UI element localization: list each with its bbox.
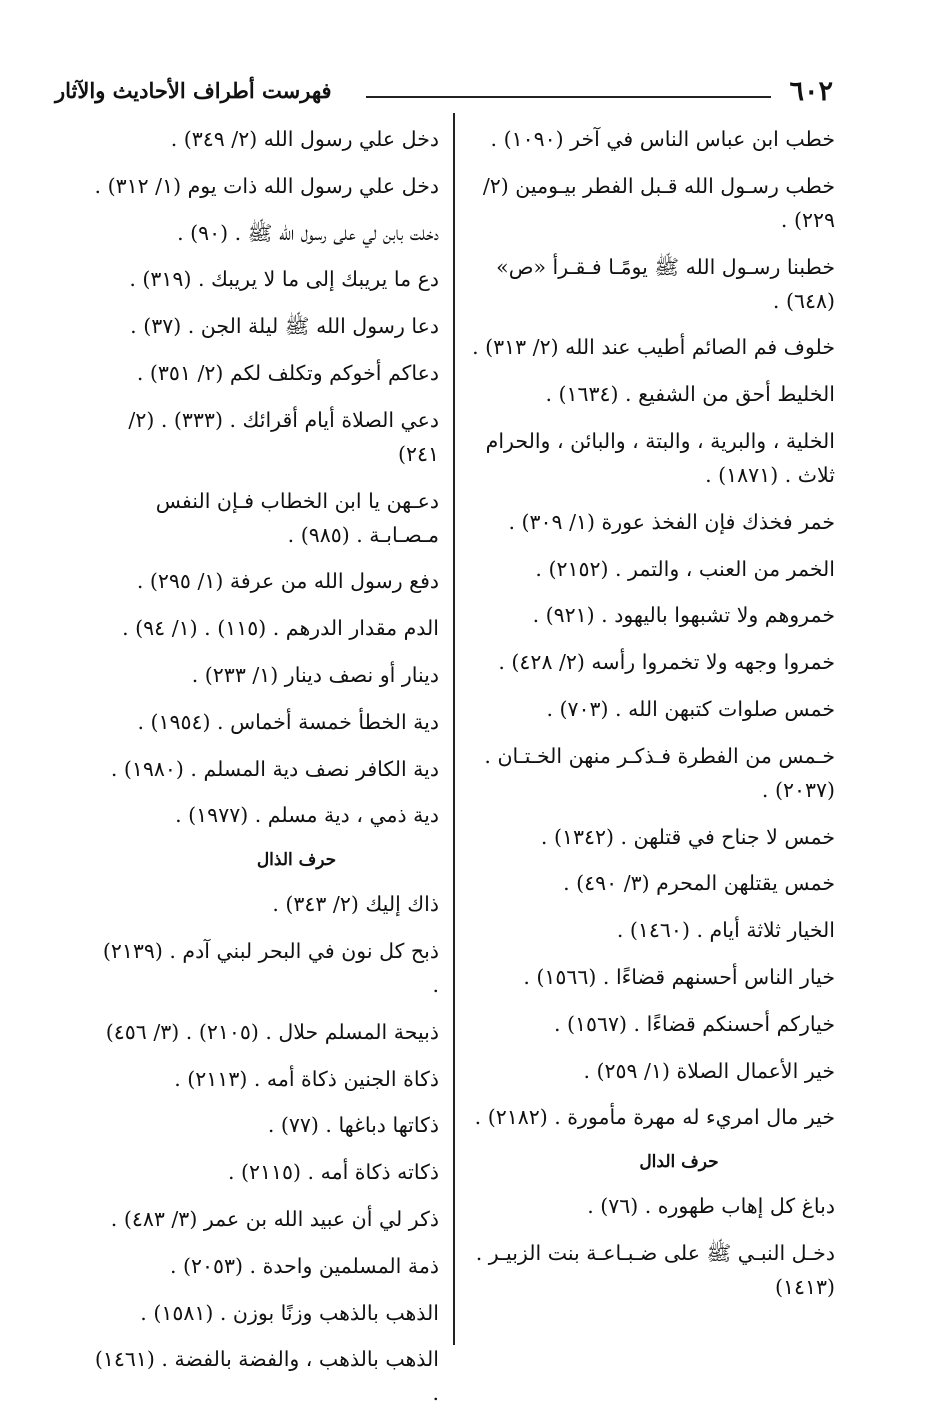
index-entry: دعي الصلاة أيام أقرائك . (٣٣٣) . (٢/ ٢٤١)	[128, 407, 439, 466]
index-entry: ذكاتها دباغها . (٧٧) .	[267, 1113, 439, 1138]
index-entry: دعا رسول الله ﷺ ليلة الجن . (٣٧) .	[130, 314, 439, 339]
header-rule	[366, 96, 771, 98]
index-entry: الخيار ثلاثة أيام . (١٤٦٠) .	[616, 918, 835, 943]
index-entry: دينار أو نصف دينار (١/ ٢٣٣) .	[191, 662, 439, 687]
index-entry: الذهب بالذهب ، والفضة بالفضة . (١٤٦١) .	[94, 1347, 439, 1406]
left-column	[94, 122, 439, 1423]
page-number: ٦٠٢	[789, 76, 833, 107]
index-entry: ذمة المسلمين واحدة . (٢٠٥٣) .	[169, 1253, 439, 1278]
index-entry: دفع رسول الله من عرفة (١/ ٢٩٥) .	[136, 569, 439, 594]
index-entry: الذهب بالذهب وزنًا بوزن . (١٥٨١) .	[140, 1300, 439, 1325]
index-entry: دية ذمي ، دية مسلم . (١٩٧٧) .	[175, 803, 439, 828]
index-entry: خطب ابن عباس الناس في آخر (١٠٩٠) .	[490, 127, 835, 151]
section-heading: حرف الذال	[256, 850, 337, 871]
index-entry: دباغ كل إهاب طهوره . (٧٦) .	[587, 1194, 835, 1219]
index-entry: خمس صلوات كتبهن الله . (٧٠٣) .	[546, 696, 835, 721]
index-entry: دعاكم أخوكم وتكلف لكم (٢/ ٣٥١) .	[136, 360, 439, 385]
running-header	[55, 72, 833, 112]
index-entry: ذكر لي أن عبيد الله بن عمر (٣/ ٤٨٣) .	[110, 1206, 439, 1231]
index-entry: دخـل النبـي ﷺ على ضـبـاعـة بنت الزبيـر . (١٤١٣)	[475, 1240, 835, 1299]
index-entry: الدم مقدار الدرهم . (١١٥) . (١/ ٩٤) .	[122, 616, 439, 641]
right-column	[463, 122, 835, 1317]
index-entry: ذكاته ذكاة أمه . (٢١١٥) .	[227, 1160, 439, 1185]
index-entry: خمس لا جناح في قتلهن . (١٣٤٢) .	[540, 824, 835, 849]
index-entry: ذاك إليك (٢/ ٣٤٣) .	[272, 892, 439, 917]
index-entry: خـمس من الفطرة فـذكـر منهن الخـتـان . (٢٠٣٧) .	[484, 743, 835, 802]
index-entry: ذبح كل نون في البحر لبني آدم . (٢١٣٩) .	[102, 938, 439, 997]
index-entry: خير الأعمال الصلاة (١/ ٢٥٩) .	[583, 1058, 835, 1083]
index-entry: الخلية ، والبرية ، والبتة ، والبائن ، والحرام ثلاث . (١٨٧١) .	[485, 428, 835, 487]
index-entry: خمروهم ولا تشبهوا باليهود . (٩٢١) .	[532, 603, 835, 628]
index-entry: دخلت بابن لي على رسول الله ﷺ . (٩٠) .	[177, 220, 439, 245]
index-entry: الخمر من العنب ، والتمر . (٢١٥٢) .	[535, 556, 835, 581]
index-entry: خطبنا رسـول الله ﷺ يومًـا فـقـرأ «ص» (٦٤٨) .	[496, 254, 835, 313]
index-entry: خلوف فم الصائم أطيب عند الله (٢/ ٣١٣) .	[472, 335, 835, 360]
index-entry: خيار الناس أحسنهم قضاءًا . (١٥٦٦) .	[523, 964, 835, 989]
index-entry: ذبيحة المسلم حلال . (٢١٠٥) . (٣/ ٤٥٦)	[105, 1019, 439, 1044]
index-entry: دخل علي رسول الله ذات يوم (١/ ٣١٢) .	[94, 173, 439, 198]
index-entry: دع ما يريبك إلى ما لا يريبك . (٣١٩) .	[129, 267, 439, 292]
index-entry: دية الكافر نصف دية المسلم . (١٩٨٠) .	[110, 756, 439, 781]
index-entry: ذكاة الجنين ذكاة أمه . (٢١١٣) .	[174, 1066, 439, 1091]
column-divider	[453, 113, 455, 1345]
index-entry: الخليط أحق من الشفيع . (١٦٣٤) .	[545, 382, 835, 407]
index-entry: خياركم أحسنكم قضاءًا . (١٥٦٧) .	[553, 1011, 835, 1036]
section-heading: حرف الدال	[639, 1152, 719, 1173]
index-entry: خمروا وجهه ولا تخمروا رأسه (٢/ ٤٢٨) .	[498, 650, 835, 675]
index-entry: خطب رسـول الله قـبل الفطر بيـومين (٢/ ٢٢٩) .	[482, 173, 835, 232]
index-entry: دية الخطأ خمسة أخماس . (١٩٥٤) .	[137, 709, 439, 734]
index-entry: خير مال امريء له مهرة مأمورة . (٢١٨٢) .	[474, 1105, 835, 1130]
index-entry: خمر فخذك فإن الفخذ عورة (١/ ٣٠٩) .	[508, 509, 835, 534]
index-entry: خمس يقتلهن المحرم (٣/ ٤٩٠) .	[563, 871, 835, 896]
index-entry: دعـهن يا ابن الخطاب فـإن النفس مـصـابـة . (٩٨٥) .	[155, 488, 439, 547]
header-title: فهرست أطراف الأحاديث والآثار	[55, 78, 332, 103]
index-entry: دخل علي رسول الله (٢/ ٣٤٩) .	[170, 127, 439, 151]
